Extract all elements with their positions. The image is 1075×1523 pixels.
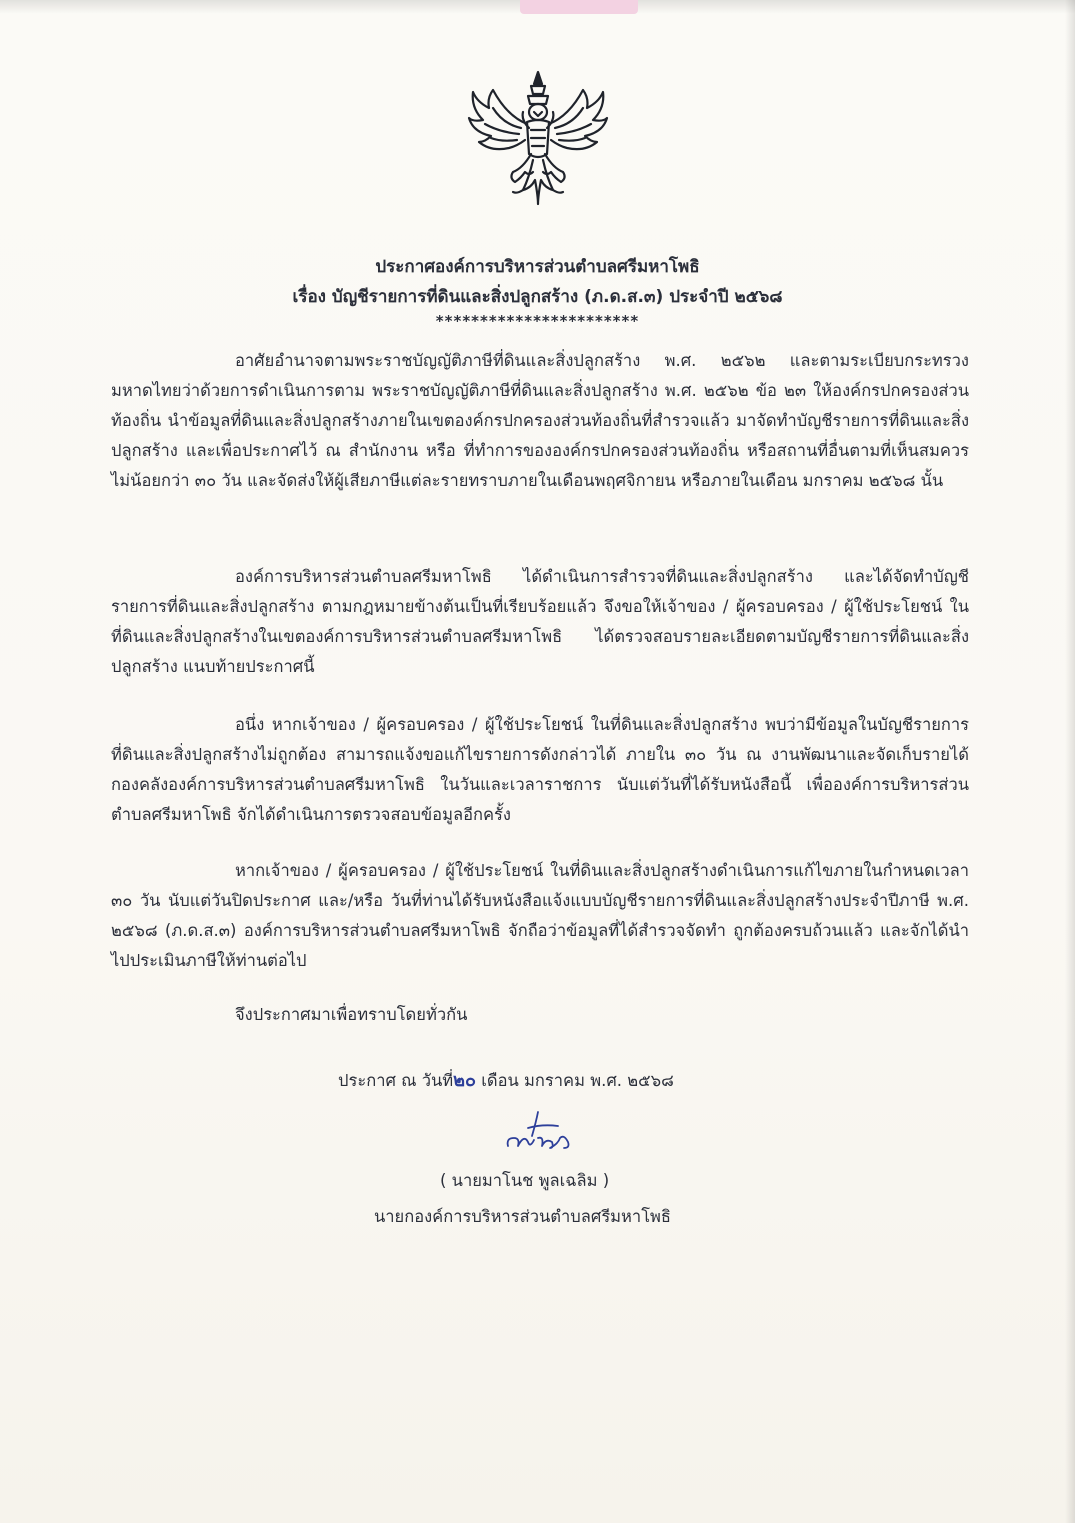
body-paragraph-2: องค์การบริหารส่วนตำบลศรีมหาโพธิ ได้ดำเนินการสำรวจที่ดินและสิ่งปลูกสร้าง และได้จัดทำบัญชีรายการที่ดินและสิ่งปลูกสร้าง ตามกฎหมายข้างต้นเป็นที่เรียบร้อยแล้ว จึงขอให้เจ้าของ / ผู้ครอบครอง / ผู้ใช้ประโยชน์ ในที่ดินและสิ่งปลูกสร้างในเขตองค์การบริหารส่วนตำบลศรีมหาโพธิ ได้ตรวจสอบรายละเอียดตามบัญชีรายการที่ดินและสิ่งปลูกสร้าง แนบท้ายประกาศนี้ xyxy=(111,567,969,676)
body-paragraph-1: อาศัยอำนาจตามพระราชบัญญัติภาษีที่ดินและสิ่งปลูกสร้าง พ.ศ. ๒๕๖๒ และตามระเบียบกระทรวงมหาดไทยว่าด้วยการดำเนินการตาม พระราชบัญญัติภาษีที่ดินและสิ่งปลูกสร้าง พ.ศ. ๒๕๖๒ ข้อ ๒๓ ให้องค์กรปกครองส่วนท้องถิ่น นำข้อมูลที่ดินและสิ่งปลูกสร้างภายในเขตองค์กรปกครองส่วนท้องถิ่นที่สำรวจแล้ว มาจัดทำบัญชีรายการที่ดินและสิ่งปลูกสร้าง และเพื่อประกาศไว้ ณ สำนักงาน หรือ ที่ทำการขององค์กรปกครองส่วนท้องถิ่น หรือสถานที่อื่นตามที่เห็นสมควร ไม่น้อยกว่า ๓๐ วัน และจัดส่งให้ผู้เสียภาษีแต่ละรายทราบภายในเดือนพฤศจิกายน หรือภายในเดือน มกราคม ๒๕๖๘ นั้น xyxy=(111,351,969,490)
body-paragraph-4: หากเจ้าของ / ผู้ครอบครอง / ผู้ใช้ประโยชน์ ในที่ดินและสิ่งปลูกสร้างดำเนินการแก้ไขภายในกำหนดเวลา ๓๐ วัน นับแต่วันปิดประกาศ และ/หรือ วันที่ท่านได้รับหนังสือแจ้งแบบบัญชีรายการที่ดินและสิ่งปลูกสร้างประจำปีภาษี พ.ศ. ๒๕๖๘ (ภ.ด.ส.๓) องค์การบริหารส่วนตำบลศรีมหาโพธิ จักถือว่าข้อมูลที่ได้สำรวจจัดทำ ถูกต้องครบถ้วนแล้ว และจักได้นำไปประเมินภาษีให้ท่านต่อไป xyxy=(111,861,969,970)
page-edge-shadow-right xyxy=(1065,0,1075,1523)
signer-position: นายกองค์การบริหารส่วนตำบลศรีมหาโพธิ xyxy=(374,1207,672,1226)
date-day-handwritten: ๒๐ xyxy=(453,1070,477,1091)
pink-paper-tab xyxy=(520,0,638,14)
body-paragraph-3: อนึ่ง หากเจ้าของ / ผู้ครอบครอง / ผู้ใช้ประโยชน์ ในที่ดินและสิ่งปลูกสร้าง พบว่ามีข้อมูลในบัญชีรายการที่ดินและสิ่งปลูกสร้างไม่ถูกต้อง สามารถแจ้งขอแก้ไขรายการดังกล่าวได้ ภายใน ๓๐ วัน ณ งานพัฒนาและจัดเก็บรายได้ กองคลังองค์การบริหารส่วนตำบลศรีมหาโพธิ ในวันและเวลาราชการ นับแต่วันที่ได้รับหนังสือนี้ เพื่อองค์การบริหารส่วนตำบลศรีมหาโพธิ จักได้ดำเนินการตรวจสอบข้อมูลอีกครั้ง xyxy=(111,715,969,824)
announcement-subject: เรื่อง บัญชีรายการที่ดินและสิ่งปลูกสร้าง (ภ.ด.ส.๓) ประจำปี ๒๕๖๘ xyxy=(292,287,783,307)
date-suffix: เดือน มกราคม พ.ศ. ๒๕๖๘ xyxy=(476,1071,674,1090)
announcement-title: ประกาศองค์การบริหารส่วนตำบลศรีมหาโพธิ xyxy=(375,257,700,277)
signature-icon xyxy=(498,1108,588,1158)
closing-line: จึงประกาศมาเพื่อทราบโดยทั่วกัน xyxy=(235,1005,468,1024)
garuda-emblem-icon xyxy=(463,68,613,208)
date-prefix: ประกาศ ณ วันที่ xyxy=(338,1071,454,1090)
signer-name: ( นายมาโนช พูลเฉลิม ) xyxy=(440,1171,610,1190)
announcement-date xyxy=(338,1066,674,1096)
title-separator: *********************** xyxy=(435,312,640,330)
